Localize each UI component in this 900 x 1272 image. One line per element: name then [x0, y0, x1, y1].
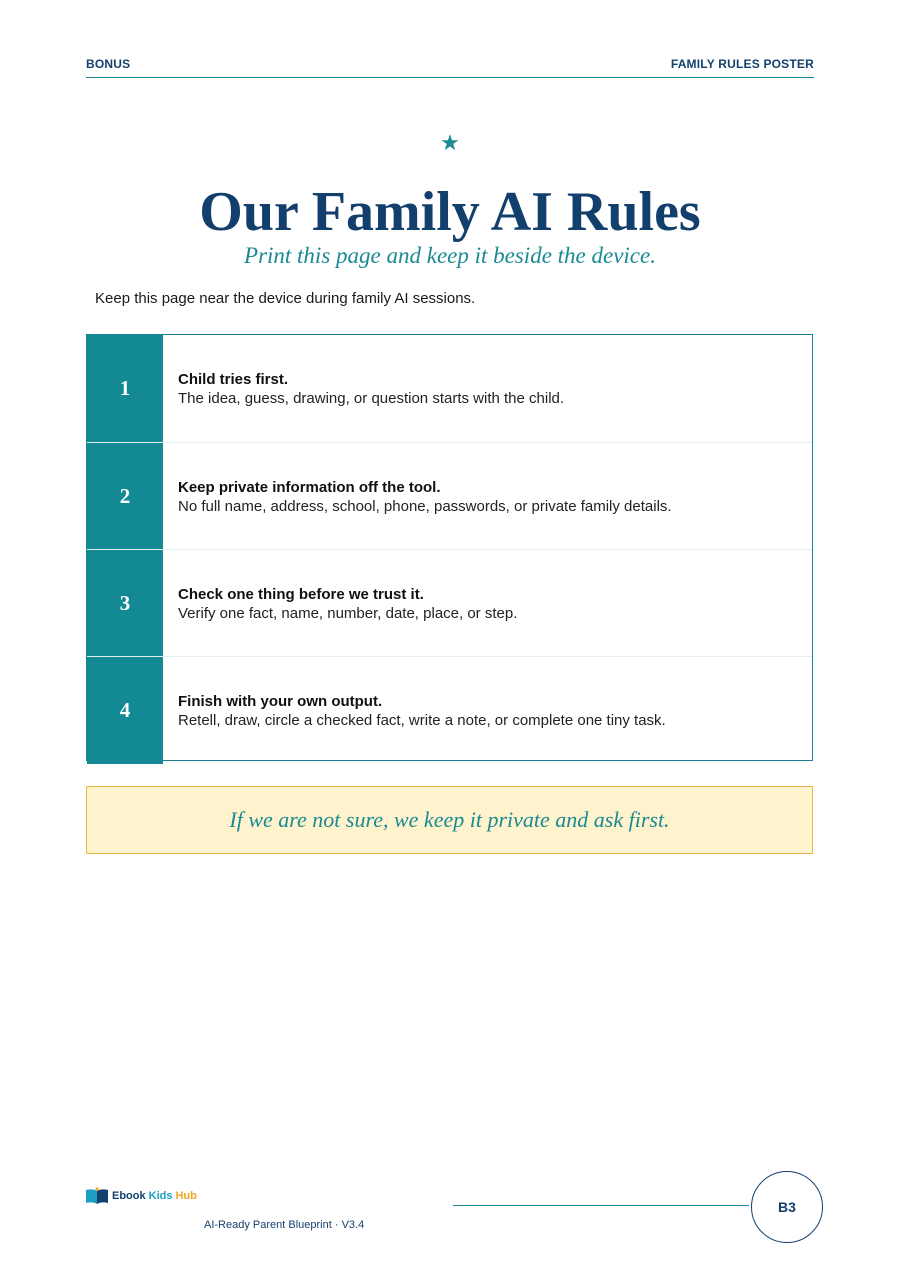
page-subtitle: Print this page and keep it beside the device.	[244, 243, 656, 268]
rule-number: 4	[87, 657, 163, 764]
rule-title: Check one thing before we trust it.	[178, 585, 424, 603]
footer-text: AI-Ready Parent Blueprint · V3.4	[204, 1219, 365, 1231]
logo-word: Ebook	[112, 1190, 146, 1202]
rule-body	[163, 657, 812, 764]
rule-title: Child tries first.	[178, 370, 289, 388]
page-number-badge: B3	[751, 1171, 823, 1243]
logo-word: Hub	[175, 1190, 197, 1202]
rule-text: Verify one fact, name, number, date, place, or step.	[178, 604, 518, 622]
rule-text: The idea, guess, drawing, or question starts with the child.	[178, 389, 565, 407]
rule-body	[163, 443, 812, 550]
intro-text: Keep this page near the device during family AI sessions.	[95, 290, 476, 307]
rule-number: 1	[87, 335, 163, 442]
page-header	[86, 57, 814, 78]
section-label: BONUS	[86, 57, 131, 71]
logo-word: Kids	[148, 1190, 173, 1202]
page-title: Our Family AI Rules	[199, 181, 701, 243]
rule-text: Retell, draw, circle a checked fact, write a note, or complete one tiny task.	[178, 711, 666, 729]
rule-text: No full name, address, school, phone, passwords, or private family details.	[178, 497, 672, 515]
rule-title: Keep private information off the tool.	[178, 478, 441, 496]
rule-title: Finish with your own output.	[178, 692, 383, 710]
footer-divider	[453, 1205, 749, 1206]
reminder-note: If we are not sure, we keep it private and ask first.	[86, 786, 813, 854]
rule-body	[163, 550, 812, 657]
rule-row	[87, 549, 812, 657]
rule-row	[87, 656, 812, 764]
rule-number: 2	[87, 443, 163, 550]
star-icon: ★	[440, 130, 460, 155]
book-icon	[85, 1187, 109, 1205]
rule-number: 3	[87, 550, 163, 657]
rules-table	[86, 334, 813, 761]
brand-logo	[85, 1187, 197, 1205]
page-category-label: FAMILY RULES POSTER	[670, 57, 814, 71]
rule-row	[87, 335, 812, 442]
rule-body	[163, 335, 812, 442]
rule-row	[87, 442, 812, 550]
